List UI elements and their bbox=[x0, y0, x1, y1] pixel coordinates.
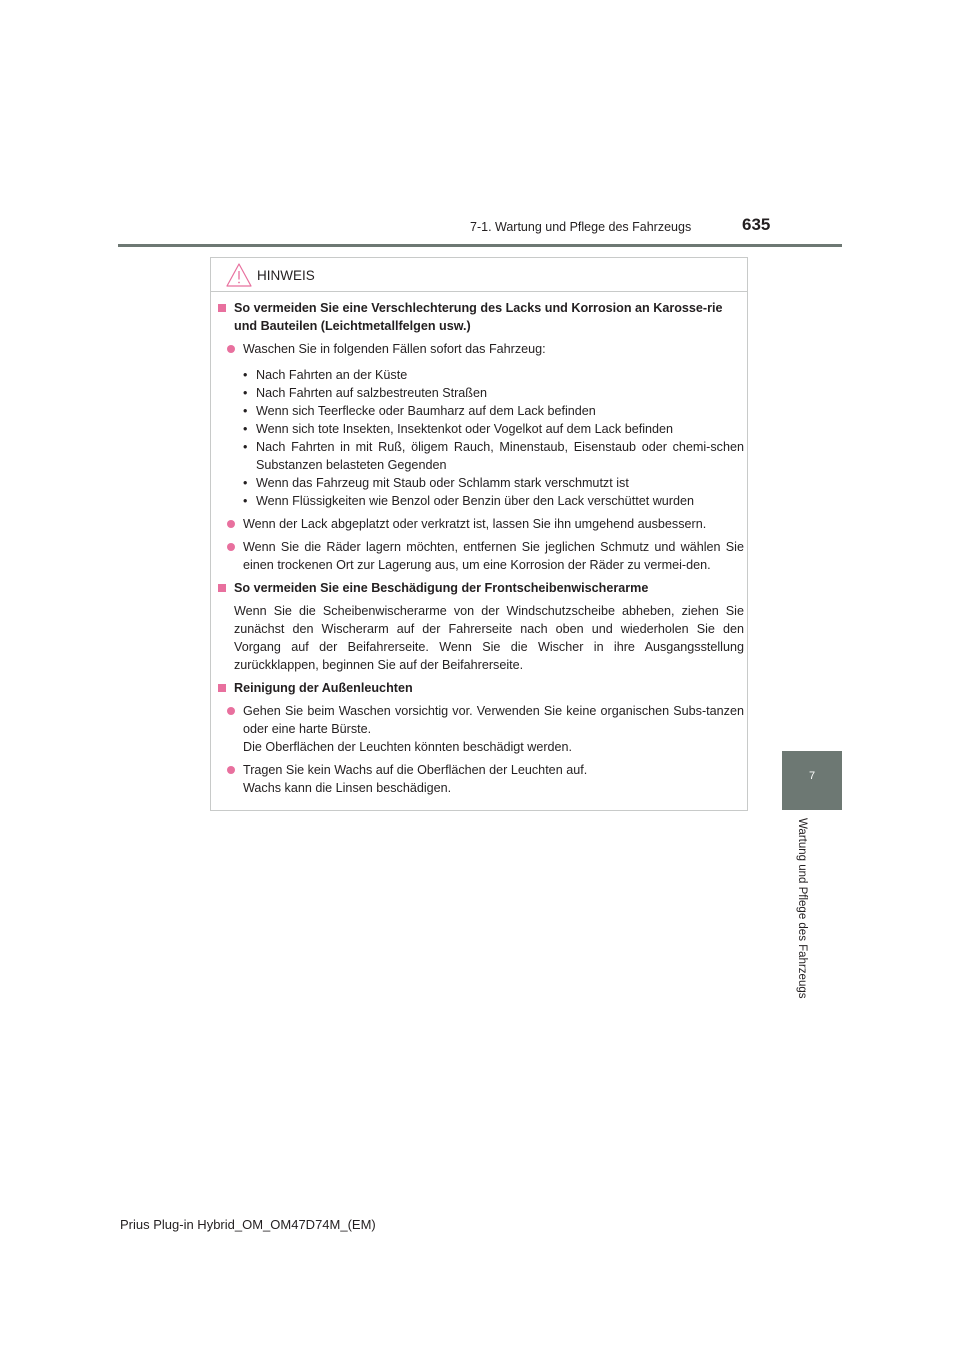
header-section-title: 7-1. Wartung und Pflege des Fahrzeugs bbox=[470, 220, 692, 234]
list-item bbox=[218, 420, 744, 438]
bullet-dot: • bbox=[243, 440, 248, 454]
section-heading bbox=[218, 299, 744, 335]
notice-box bbox=[210, 257, 748, 811]
list-item bbox=[218, 438, 744, 474]
square-bullet-icon bbox=[218, 304, 226, 312]
section-paragraph: Wenn Sie die Scheibenwischerarme von der Windschutzscheibe abheben, ziehen Sie zunächst den Wischerarm auf der Fahrerseite nach oben und wiederholen Sie den Vorgang auf der Beifahrerseite. Wenn Sie die Wischer in ihre Ausgangsstellung zurückklappen, beginnen Sie auf der Beifahrerseite. bbox=[234, 604, 744, 672]
circle-item-text: Gehen Sie beim Waschen vorsichtig vor. Verwenden Sie keine organischen Subs-tanzen oder eine harte Bürste. bbox=[243, 704, 744, 736]
circle-item bbox=[218, 340, 744, 358]
list-item-text: Wenn das Fahrzeug mit Staub oder Schlamm stark verschmutzt ist bbox=[256, 476, 629, 490]
list-item-text: Wenn sich tote Insekten, Insektenkot oder Vogelkot auf dem Lack befinden bbox=[256, 422, 674, 436]
header-rule bbox=[118, 244, 842, 247]
bullet-dot: • bbox=[243, 368, 248, 382]
list-item-text: Nach Fahrten in mit Ruß, öligem Rauch, Minenstaub, Eisenstaub oder chemi-schen Substanzen belasteten Gegenden bbox=[256, 440, 744, 472]
list-item bbox=[218, 384, 744, 402]
square-bullet-icon bbox=[218, 684, 226, 692]
bullet-dot: • bbox=[243, 494, 248, 508]
bullet-list bbox=[218, 363, 744, 510]
circle-item-text: Wenn Sie die Räder lagern möchten, entfernen Sie jeglichen Schmutz und wählen Sie einen trockenen Ort zur Lagerung aus, um eine Korrosion der Räder zu vermei-den. bbox=[243, 540, 744, 572]
list-item bbox=[218, 402, 744, 420]
list-item bbox=[218, 474, 744, 492]
section-heading-text: So vermeiden Sie eine Beschädigung der Frontscheibenwischerarme bbox=[234, 581, 649, 595]
circle-bullet-icon bbox=[227, 766, 235, 774]
circle-item-note: Wachs kann die Linsen beschädigen. bbox=[243, 781, 452, 795]
notice-content bbox=[218, 299, 744, 802]
list-item bbox=[218, 492, 744, 510]
circle-item bbox=[218, 538, 744, 574]
bullet-dot: • bbox=[243, 476, 248, 490]
circle-item-text: Waschen Sie in folgenden Fällen sofort das Fahrzeug: bbox=[243, 342, 546, 356]
circle-bullet-icon bbox=[227, 543, 235, 551]
notice-header bbox=[225, 262, 315, 288]
circle-item-text: Tragen Sie kein Wachs auf die Oberflächen der Leuchten auf. bbox=[243, 763, 588, 777]
square-bullet-icon bbox=[218, 584, 226, 592]
circle-bullet-icon bbox=[227, 520, 235, 528]
chapter-tab-number: 7 bbox=[808, 770, 816, 782]
section-heading-text: Reinigung der Außenleuchten bbox=[234, 681, 413, 695]
circle-item bbox=[218, 761, 744, 797]
circle-bullet-icon bbox=[227, 345, 235, 353]
chapter-tab[interactable] bbox=[782, 751, 842, 810]
section-heading-text: So vermeiden Sie eine Verschlechterung des Lacks und Korrosion an Karosse-rie und Bauteilen (Leichtmetallfelgen usw.) bbox=[234, 301, 723, 333]
warning-triangle-icon bbox=[225, 262, 253, 288]
circle-item bbox=[218, 702, 744, 756]
bullet-dot: • bbox=[243, 404, 248, 418]
list-item bbox=[218, 366, 744, 384]
list-item-text: Wenn sich Teerflecke oder Baumharz auf dem Lack befinden bbox=[256, 404, 596, 418]
circle-item bbox=[218, 515, 744, 533]
notice-divider bbox=[211, 291, 747, 292]
section-heading bbox=[218, 679, 744, 697]
list-item-text: Nach Fahrten auf salzbestreuten Straßen bbox=[256, 386, 488, 400]
circle-item-text: Wenn der Lack abgeplatzt oder verkratzt ist, lassen Sie ihn umgehend ausbessern. bbox=[243, 517, 707, 531]
list-item-text: Nach Fahrten an der Küste bbox=[256, 368, 408, 382]
notice-title: HINWEIS bbox=[257, 267, 315, 283]
circle-bullet-icon bbox=[227, 707, 235, 715]
bullet-dot: • bbox=[243, 386, 248, 400]
bullet-dot: • bbox=[243, 422, 248, 436]
chapter-side-label: Wartung und Pflege des Fahrzeugs bbox=[796, 818, 808, 999]
circle-item-note: Die Oberflächen der Leuchten könnten beschädigt werden. bbox=[243, 740, 573, 754]
page-number: 635 bbox=[742, 215, 771, 234]
footer-model-code: Prius Plug-in Hybrid_OM_OM47D74M_(EM) bbox=[120, 1217, 376, 1232]
section-heading bbox=[218, 579, 744, 597]
list-item-text: Wenn Flüssigkeiten wie Benzol oder Benzin über den Lack verschüttet wurden bbox=[256, 494, 694, 508]
